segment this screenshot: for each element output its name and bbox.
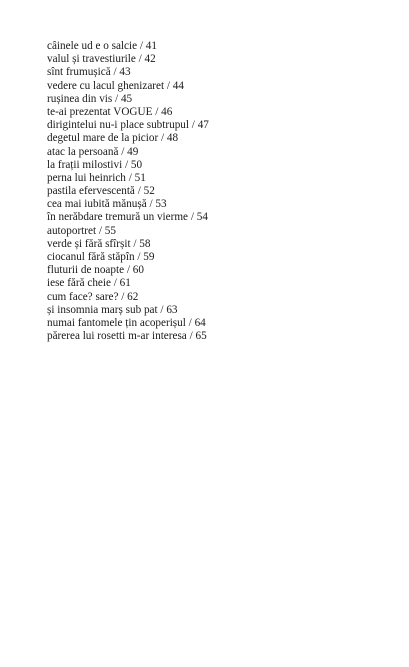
toc-entry: te-ai prezentat VOGUE / 46	[47, 105, 173, 118]
toc-entry: pastila efervescentă / 52	[47, 185, 155, 198]
toc-entry: ciocanul fără stăpîn / 59	[47, 251, 155, 263]
toc-entry: la frații milostivi / 50	[47, 158, 143, 171]
toc-entry: câinele ud e o salcie / 41	[47, 40, 157, 52]
toc-entry: vedere cu lacul ghenizaret / 44	[47, 79, 184, 92]
toc-entry: cea mai iubită mănușă / 53	[47, 198, 167, 211]
toc-entry: perna lui heinrich / 51	[47, 171, 146, 184]
toc-entry: autoportret / 55	[47, 224, 116, 237]
toc-entry: în nerăbdare tremură un vierme / 54	[47, 211, 208, 224]
toc-entry: sînt frumușică / 43	[47, 66, 131, 79]
toc-entry: dirigintelui nu-i place subtrupul / 47	[47, 119, 209, 132]
toc-entry: atac la persoană / 49	[47, 145, 139, 158]
toc-entry: valul și travestiurile / 42	[47, 53, 156, 66]
toc-entry: părerea lui rosetti m-ar interesa / 65	[47, 330, 207, 343]
toc-entry: verde și fără sfîrșit / 58	[47, 237, 151, 250]
toc-entry: iese fără cheie / 61	[47, 277, 131, 290]
toc-entry: rușinea din vis / 45	[47, 92, 133, 105]
toc-entry: cum face? sare? / 62	[47, 290, 139, 303]
table-of-contents	[47, 40, 387, 343]
toc-entry: și insomnia marș sub pat / 63	[47, 303, 178, 316]
toc-entry: degetul mare de la picior / 48	[47, 132, 179, 145]
toc-entry: numai fantomele țin acoperișul / 64	[47, 316, 206, 329]
toc-entry: fluturii de noapte / 60	[47, 264, 144, 277]
